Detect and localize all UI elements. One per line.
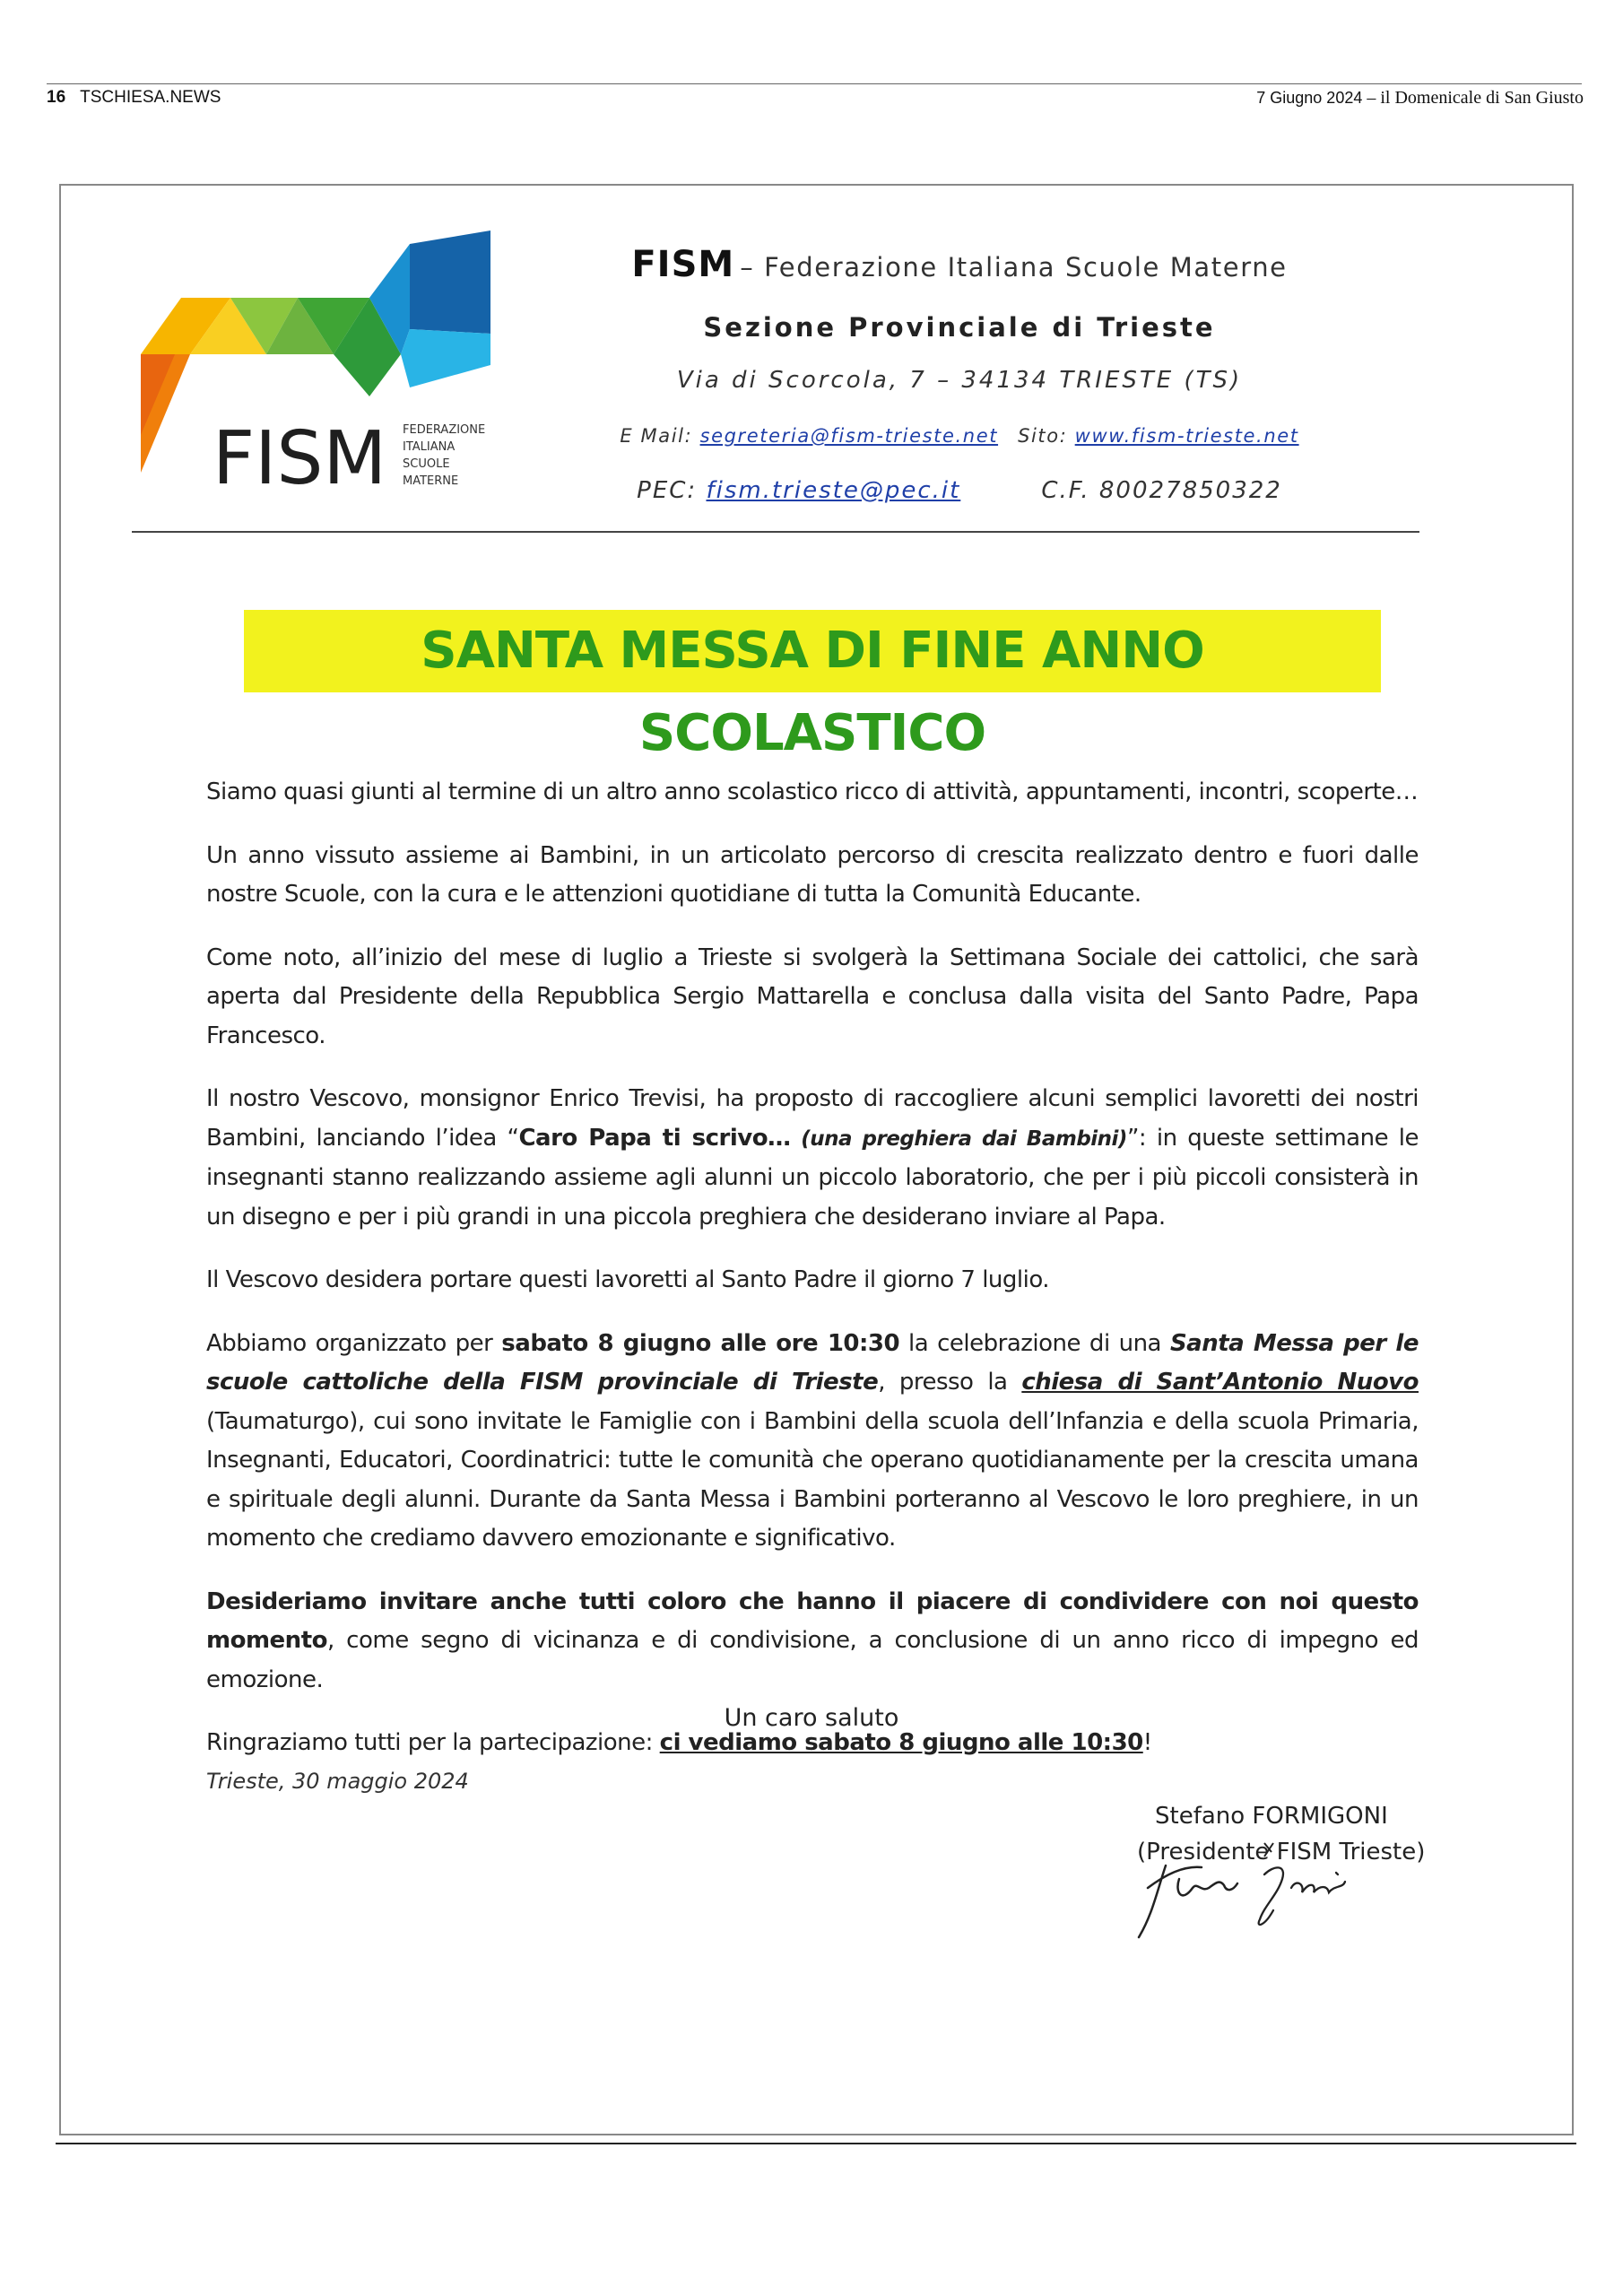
letterhead-pec: [610, 477, 1309, 504]
letterhead-title: [610, 244, 1309, 285]
paragraph: [206, 1325, 1419, 1559]
handwritten-signature: [1130, 1839, 1399, 1946]
bold-run: sabato 8 giugno alle ore 10:30: [501, 1329, 900, 1357]
headline: SANTA MESSA DI FINE ANNO SCOLASTICO: [244, 610, 1381, 692]
pec-label: PEC:: [637, 477, 698, 504]
letter-body: [206, 773, 1419, 1763]
paragraph: [206, 1583, 1419, 1700]
paragraph: Siamo quasi giunti al termine di un altro anno scolastico ricco di attività, appuntamenti, incontri, scoperte…: [206, 778, 1419, 805]
pec-link[interactable]: fism.trieste@pec.it: [706, 477, 961, 504]
org-full-name: – Federazione Italiana Scuole Materne: [740, 252, 1288, 283]
text-run: la celebrazione di una: [899, 1329, 1170, 1357]
logo-sub-2: ITALIANA: [403, 440, 456, 454]
bold-italic-run: Santa Messa per le scuole cattoliche della FISM provinciale di Trieste: [206, 1329, 1419, 1396]
newspaper-header-right: [1256, 88, 1584, 109]
text-run: Abbiamo organizzato per: [206, 1329, 502, 1357]
header-rule: [47, 83, 1582, 84]
bold-run: Desideriamo invitare anche tutti coloro che hanno il piacere di condividere con noi questo momento: [206, 1587, 1419, 1654]
paragraph: Come noto, all’inizio del mese di luglio a Trieste si svolgerà la Settimana Sociale dei cattolici, che sarà aperta dal Presidente della Repubblica Sergio Mattarella e conclusa dalla visita del Santo Padre, Papa Francesco.: [206, 944, 1419, 1049]
church-name: chiesa di Sant’Antonio Nuovo: [1021, 1369, 1419, 1396]
site-name: TSCHIESA.NEWS: [80, 88, 221, 107]
text-run: !: [1142, 1729, 1152, 1756]
paragraph: Un anno vissuto assieme ai Bambini, in un articolato percorso di crescita realizzato dentro e fuori dalle nostre Scuole, con la cura e le attenzioni quotidiane di tutta la Comunità Educante.: [206, 841, 1419, 908]
org-acronym: FISM: [631, 244, 735, 285]
newspaper-header-left: [47, 88, 221, 108]
bold-run: ci vediamo sabato 8 giugno alle 10:30: [659, 1729, 1143, 1756]
footer-rule: [56, 2143, 1576, 2144]
place-date: Trieste, 30 maggio 2024: [206, 1769, 469, 1794]
email-link[interactable]: segreteria@fism-trieste.net: [699, 425, 999, 447]
publication-name: – il Domenicale di San Giusto: [1362, 88, 1584, 108]
letterhead-contacts: [610, 425, 1309, 447]
text-run: ”: in queste settimane le insegnanti stanno realizzando assieme agli alunni un piccolo laboratorio, che per i più piccoli consisterà in un disegno e per i più grandi in una piccola preghiera che desiderano inviare al Papa.: [206, 1124, 1419, 1231]
tax-code: C.F. 80027850322: [1041, 477, 1282, 504]
email-label: E Mail:: [620, 425, 693, 447]
bold-run: Caro Papa ti scrivo…: [518, 1124, 791, 1152]
logo-sub-1: FEDERAZIONE: [403, 423, 486, 437]
fism-logo: [141, 230, 490, 491]
text-run: Il nostro Vescovo, monsignor Enrico Trevisi, ha proposto di raccogliere alcuni semplici lavoretti dei nostri Bambini, lanciando l’idea “: [206, 1085, 1419, 1152]
text-run: , presso la: [878, 1369, 1022, 1396]
letterhead-section: Sezione Provinciale di Trieste: [703, 312, 1216, 343]
closing-greeting: Un caro saluto: [724, 1704, 899, 1732]
paragraph: Il Vescovo desidera portare questi lavoretti al Santo Padre il giorno 7 luglio.: [206, 1266, 1050, 1293]
logo-sub-4: MATERNE: [403, 474, 459, 488]
website-link[interactable]: www.fism-trieste.net: [1074, 425, 1299, 447]
signer-name: Stefano FORMIGONI: [1155, 1803, 1388, 1830]
text-run: , come segno di vicinanza e di condivisione, a conclusione di un anno ricco di impegno ed emozione.: [206, 1627, 1419, 1693]
italic-run: (una preghiera dai Bambini): [801, 1126, 1127, 1151]
site-label: Sito:: [1018, 425, 1068, 447]
signer-role: (Presidente FISM Trieste): [1137, 1839, 1426, 1866]
letterhead-address: Via di Scorcola, 7 – 34134 TRIESTE (TS): [676, 367, 1243, 394]
text-run: Ringraziamo tutti per la partecipazione:: [206, 1729, 660, 1756]
logo-sub-3: SCUOLE: [403, 457, 450, 471]
text-run: (Taumaturgo), cui sono invitate le Famiglie con i Bambini della scuola dell’Infanzia e della scuola Primaria, Insegnanti, Educatori, Coordinatrici: tutte le comunità che operano quotidianamente per la crescita umana e spirituale degli alunni. Durante da Santa Messa i Bambini porteranno al Vescovo le loro preghiere, in un momento che crediamo davvero emozionante e significativo.: [206, 1407, 1419, 1552]
paragraph: [206, 1080, 1419, 1237]
page-number: 16: [47, 88, 66, 107]
letterhead-rule: [132, 531, 1419, 533]
logo-text: FISM: [213, 416, 387, 491]
issue-date: 7 Giugno 2024: [1256, 89, 1363, 107]
